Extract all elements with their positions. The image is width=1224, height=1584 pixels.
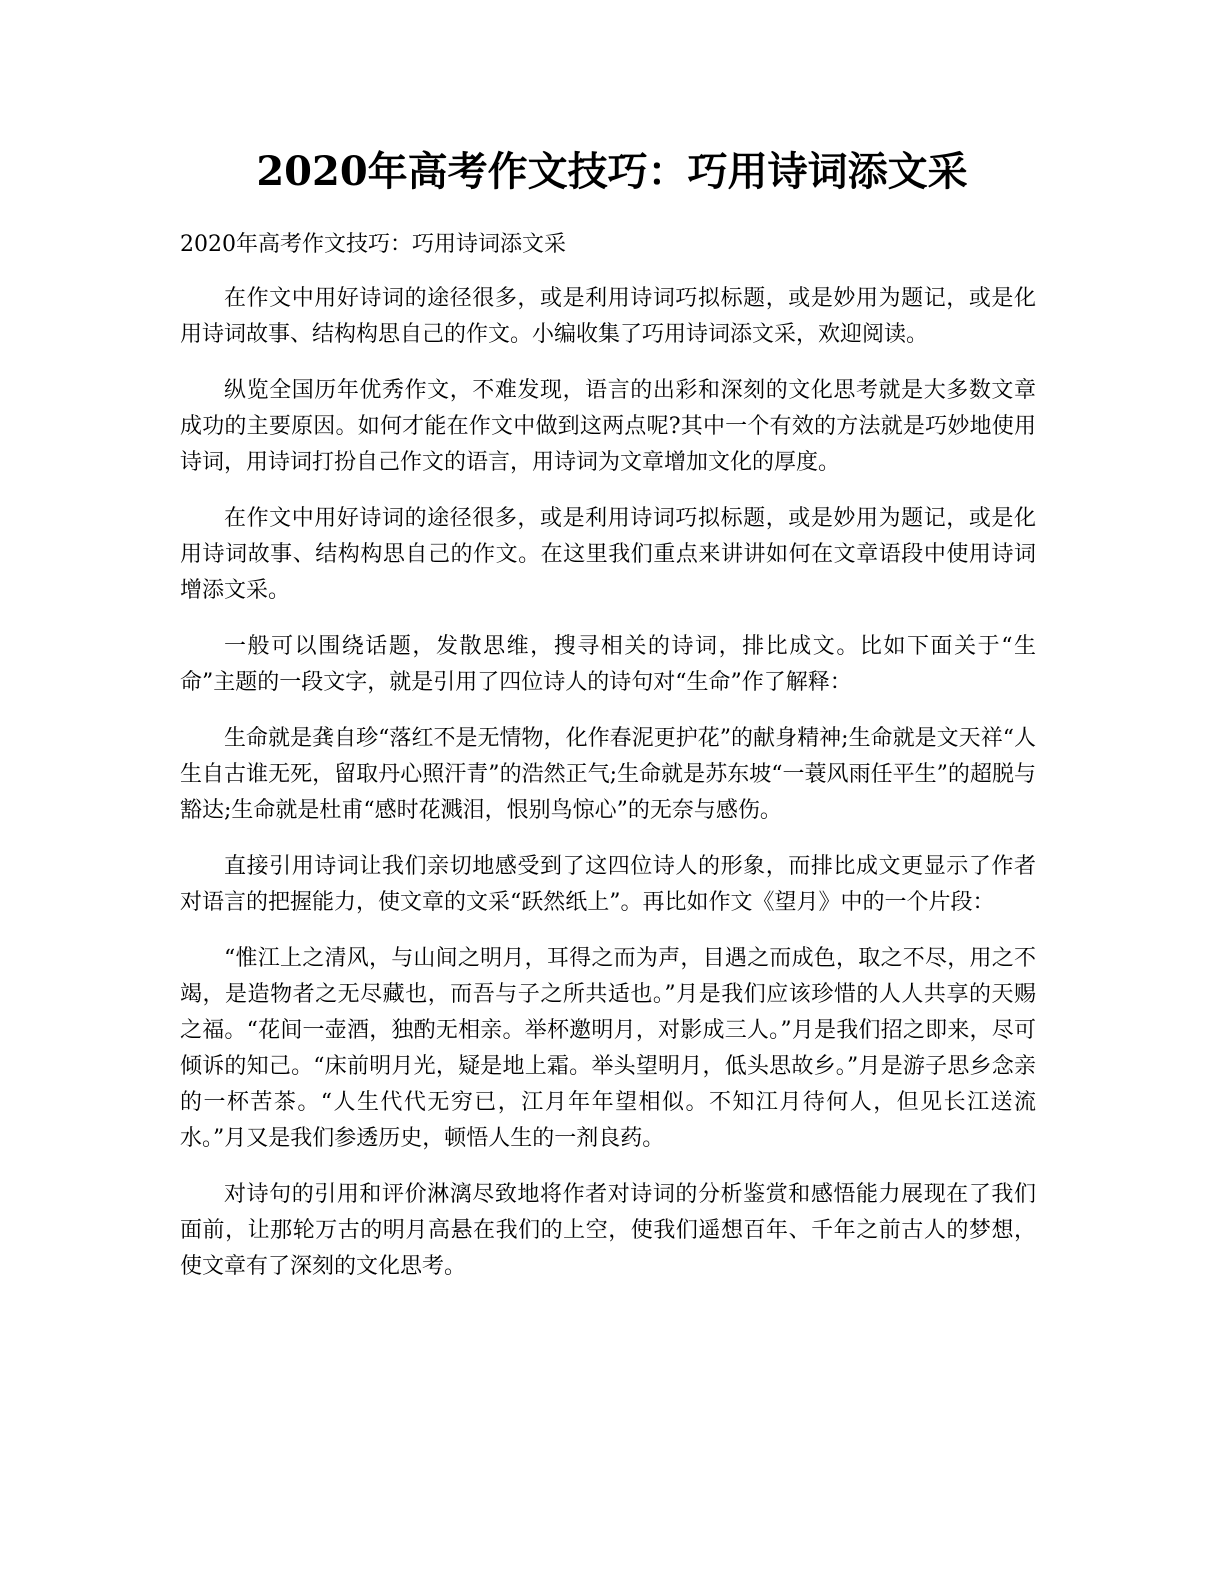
paragraph-8: 对诗句的引用和评价淋漓尽致地将作者对诗词的分析鉴赏和感悟能力展现在了我们面前，让那轮万古的明月高悬在我们的上空，使我们遥想百年、千年之前古人的梦想，使文章有了深刻的文化思考。 [180,1182,1036,1279]
paragraph-1: 在作文中用好诗词的途径很多，或是利用诗词巧拟标题，或是妙用为题记，或是化用诗词故事、结构构思自己的作文。小编收集了巧用诗词添文采，欢迎阅读。 [180,286,1036,347]
paragraph-2: 纵览全国历年优秀作文，不难发现，语言的出彩和深刻的文化思考就是大多数文章成功的主要原因。如何才能在作文中做到这两点呢?其中一个有效的方法就是巧妙地使用诗词，用诗词打扮自己作文的语言，用诗词为文章增加文化的厚度。 [180,378,1036,475]
paragraph-7: “惟江上之清风，与山间之明月，耳得之而为声，目遇之而成色，取之不尽，用之不竭，是造物者之无尽藏也，而吾与子之所共适也。”月是我们应该珍惜的人人共享的天赐之福。“花间一壶酒，独酌无相亲。举杯邀明月，对影成三人。”月是我们招之即来，尽可倾诉的知己。“床前明月光，疑是地上霜。举头望明月，低头思故乡。”月是游子思乡念亲的一杯苦茶。“人生代代无穷已，江月年年望相似。不知江月待何人，但见长江送流水。”月又是我们参透历史，顿悟人生的一剂良药。 [180,946,1036,1151]
document-title: 2020年高考作文技巧：巧用诗词添文采 [256,148,968,195]
paragraph-4: 一般可以围绕话题，发散思维，搜寻相关的诗词，排比成文。比如下面关于“生命”主题的一段文字，就是引用了四位诗人的诗句对“生命”作了解释： [180,634,1036,695]
document-body [180,281,1036,1305]
paragraph-5: 生命就是龚自珍“落红不是无情物，化作春泥更护花”的献身精神;生命就是文天祥“人生自古谁无死，留取丹心照汗青”的浩然正气;生命就是苏东坡“一蓑风雨任平生”的超脱与豁达;生命就是杜甫“感时花溅泪，恨别鸟惊心”的无奈与感伤。 [180,726,1036,823]
document-subtitle: 2020年高考作文技巧：巧用诗词添文采 [180,232,566,257]
paragraph-6: 直接引用诗词让我们亲切地感受到了这四位诗人的形象，而排比成文更显示了作者对语言的把握能力，使文章的文采“跃然纸上”。再比如作文《望月》中的一个片段： [180,854,1036,915]
paragraph-3: 在作文中用好诗词的途径很多，或是利用诗词巧拟标题，或是妙用为题记，或是化用诗词故事、结构构思自己的作文。在这里我们重点来讲讲如何在文章语段中使用诗词增添文采。 [180,506,1036,603]
